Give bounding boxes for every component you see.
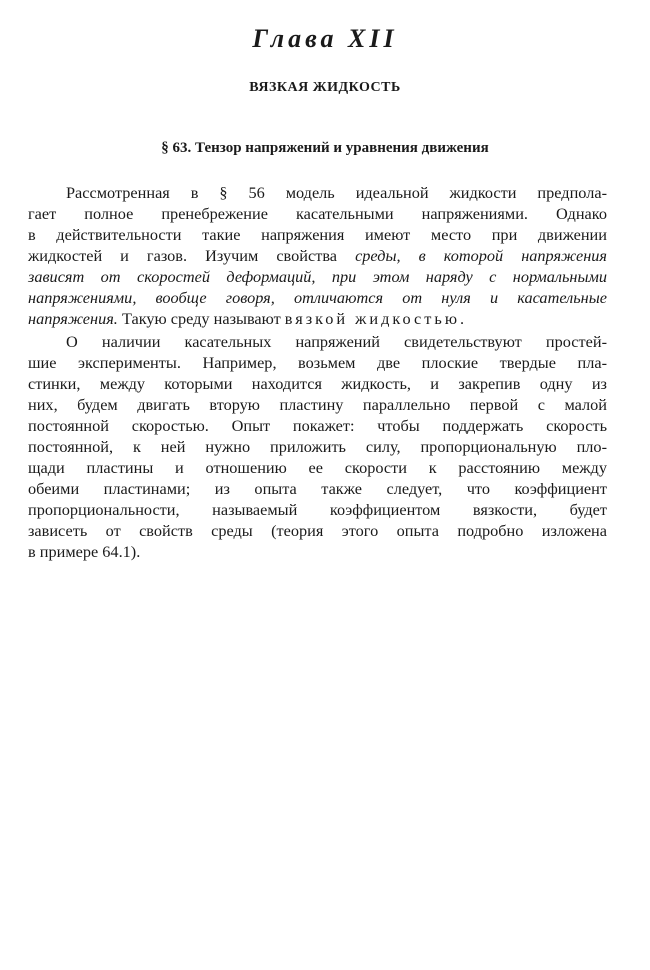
text-line: постоянной скоростью. Опыт покажет: чтобы поддержать скорость xyxy=(28,416,607,435)
text-line: О наличии касательных напряжений свидетельствуют простей- xyxy=(66,332,607,351)
text-line xyxy=(66,516,607,537)
spaced-term: вязкой жидкостью. xyxy=(284,309,468,328)
text-span: Такую среду называют xyxy=(117,309,285,328)
text-span: жидкостей и газов. Изучим свойства xyxy=(28,246,356,265)
text-line: в действительности такие напряжения имеют место при движении xyxy=(28,225,607,244)
section-title: § 63. Тензор напряжений и уравнения движения xyxy=(161,140,489,156)
text-line xyxy=(28,245,607,266)
chapter-heading: Глава XII xyxy=(252,24,398,53)
text-line: постоянной, к ней нужно приложить силу, пропорциональную пло- xyxy=(28,437,607,456)
text-line: зависеть от свойств среды (теория этого опыта подробно изложена xyxy=(28,521,607,540)
text-line: зависят от скоростей деформаций, при этом наряду с нормальными xyxy=(28,267,607,286)
text-line: стинки, между которыми находится жидкость, и закрепив одну из xyxy=(28,374,607,393)
text-line: гает полное пренебрежение касательными напряжениями. Однако xyxy=(28,204,607,223)
text-line: пропорциональности, называемый коэффициентом вязкости, будет xyxy=(28,500,607,519)
text-line: Рассмотренная в § 56 модель идеальной жидкости предпола- xyxy=(66,183,607,202)
italic-span: среды, в которой напряжения xyxy=(355,246,607,265)
text-line: обеими пластинами; из опыта также следует, что коэффициент xyxy=(28,479,607,498)
chapter-title: ВЯЗКАЯ ЖИДКОСТЬ xyxy=(249,80,401,95)
text-line: напряжениями, вообще говоря, отличаются от нуля и касательные xyxy=(28,288,607,307)
text-line: в примере 64.1). xyxy=(28,542,141,561)
text-line: шие эксперименты. Например, возьмем две плоские твердые пла- xyxy=(28,353,607,372)
text-line: щади пластины и отношению ее скорости к расстоянию между xyxy=(28,458,607,477)
text-line: них, будем двигать вторую пластину параллельно первой с малой xyxy=(28,395,607,414)
text-line xyxy=(28,308,607,329)
italic-span: напряжения. xyxy=(28,309,118,328)
